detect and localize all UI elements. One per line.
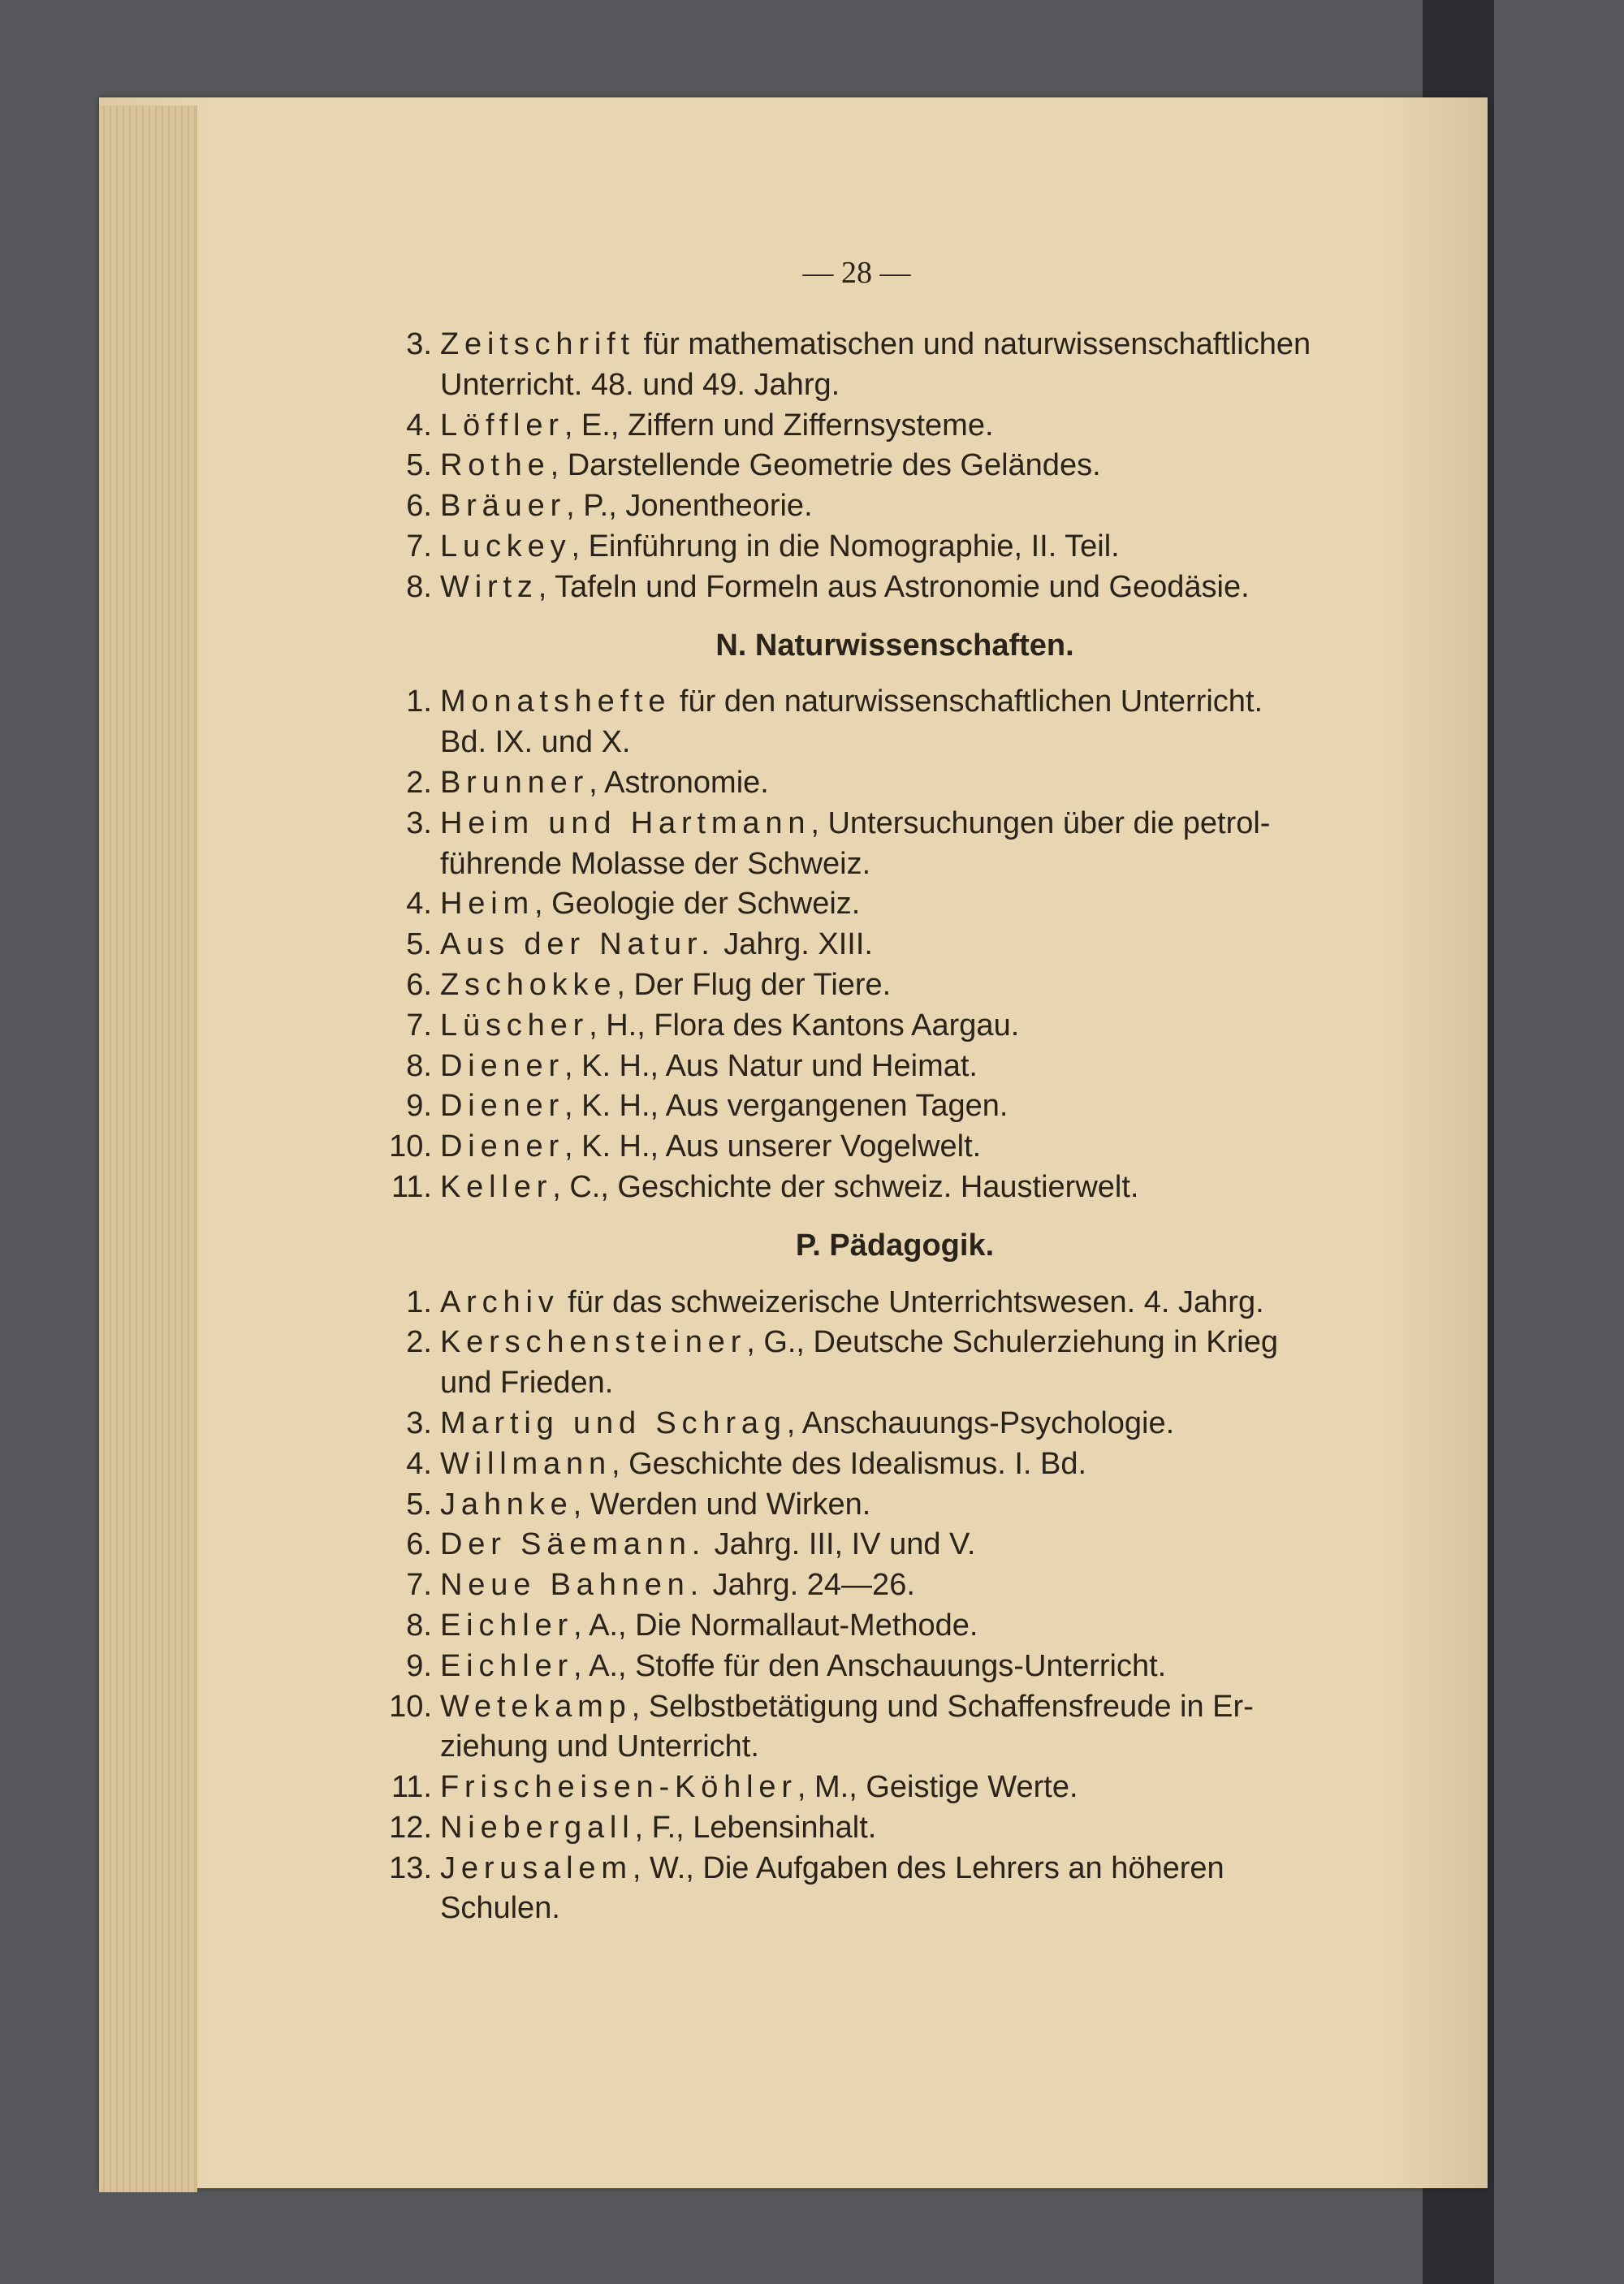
entry-number: 9. — [406, 1648, 432, 1683]
entry-author: Jahnke — [440, 1487, 573, 1522]
entry-text: , K. H., Aus vergangenen Tagen. — [564, 1089, 1009, 1124]
entry-text: , C., Geschichte der schweiz. Haustierwelt. — [552, 1169, 1139, 1204]
list-entry — [383, 1687, 1358, 1768]
entry-author: Frischeisen-Köhler — [440, 1770, 797, 1805]
entry-author: Brunner — [440, 765, 590, 800]
list-entry — [383, 1444, 1358, 1485]
list-entry — [383, 965, 1358, 1006]
entry-author: Zschokke — [440, 967, 617, 1002]
entry-author: Niebergall — [440, 1810, 635, 1845]
list-entry — [383, 406, 1358, 447]
entry-number: 9. — [406, 1089, 432, 1124]
entry-text: , P., Jonentheorie. — [566, 489, 813, 524]
section-n-list — [383, 682, 1358, 1207]
entry-number: 3. — [406, 327, 432, 361]
entry-number: 8. — [406, 1608, 432, 1643]
entry-author: Willmann — [440, 1446, 611, 1481]
list-entry — [383, 1127, 1358, 1168]
entry-number: 7. — [406, 1008, 432, 1043]
entry-text: Jahrg. XIII. — [715, 927, 873, 962]
list-entry — [383, 1168, 1358, 1208]
entry-author: Bräuer — [440, 489, 567, 524]
entry-author: Eichler — [440, 1608, 574, 1643]
entry-number: 11. — [391, 1169, 432, 1204]
entry-number: 6. — [406, 489, 432, 524]
list-entry — [383, 1485, 1358, 1526]
page-text — [383, 325, 1358, 1929]
entry-author: Löffler — [440, 408, 564, 443]
entry-continuation: Bd. IX. und X. — [440, 725, 631, 760]
entry-author: Rothe — [440, 448, 551, 483]
list-entry — [383, 1086, 1358, 1127]
entry-number: 2. — [406, 1325, 432, 1360]
entry-author: Lüscher — [440, 1008, 590, 1043]
entry-continuation: und Frieden. — [440, 1366, 614, 1401]
entry-author: Wirtz — [440, 569, 538, 604]
entry-author: Eichler — [440, 1648, 574, 1683]
list-entry — [383, 1006, 1358, 1047]
list-entry — [383, 763, 1358, 804]
list-entry — [383, 1404, 1358, 1444]
entry-number: 8. — [406, 569, 432, 604]
entry-text: Jahrg. III, IV und V. — [706, 1527, 976, 1562]
entry-text: für mathematischen und naturwissenschaftlichen — [634, 327, 1311, 361]
entry-number: 6. — [406, 967, 432, 1002]
entry-author: Diener — [440, 1089, 564, 1124]
list-entry — [383, 1525, 1358, 1565]
entry-text: , K. H., Aus unserer Vogelwelt. — [564, 1129, 982, 1164]
list-entry — [383, 325, 1358, 406]
entry-text: , Geologie der Schweiz. — [534, 887, 861, 922]
entry-author: Aus der Natur. — [440, 927, 715, 962]
entry-text: , Tafeln und Formeln aus Astronomie und Geodäsie. — [538, 569, 1250, 604]
entry-number: 11. — [391, 1770, 432, 1805]
entry-number: 7. — [406, 1568, 432, 1603]
entry-text: , Selbstbetätigung und Schaffensfreude in Er- — [631, 1689, 1254, 1724]
entry-continuation: Unterricht. 48. und 49. Jahrg. — [440, 367, 840, 402]
entry-number: 4. — [406, 887, 432, 922]
entry-text: , Der Flug der Tiere. — [616, 967, 892, 1002]
entry-author: Martig und Schrag — [440, 1405, 787, 1440]
entry-author: Keller — [440, 1169, 553, 1204]
list-entry — [383, 925, 1358, 965]
list-entry — [383, 446, 1358, 486]
entry-continuation: ziehung und Unterricht. — [440, 1729, 759, 1764]
entry-author: Neue Bahnen. — [440, 1568, 705, 1603]
list-entry — [383, 804, 1358, 885]
entry-text: , A., Die Normallaut-Methode. — [573, 1608, 978, 1643]
list-entry — [383, 682, 1358, 763]
entry-author: Heim — [440, 887, 535, 922]
page-number: — 28 — — [802, 256, 911, 290]
list-entry — [383, 568, 1358, 608]
entry-number: 6. — [406, 1527, 432, 1562]
section-m-list — [383, 325, 1358, 608]
section-p-list — [383, 1283, 1358, 1930]
entry-author: Archiv — [440, 1284, 559, 1319]
list-entry — [383, 1565, 1358, 1606]
entry-author: Monatshefte — [440, 684, 672, 719]
entry-text: Jahrg. 24—26. — [704, 1568, 915, 1603]
entry-number: 10. — [389, 1689, 432, 1724]
entry-author: Kerschensteiner — [440, 1325, 747, 1360]
entry-number: 4. — [406, 408, 432, 443]
entry-text: für das schweizerische Unterrichtswesen. 4. Jahrg. — [559, 1284, 1264, 1319]
entry-author: Wetekamp — [440, 1689, 632, 1724]
entry-number: 13. — [389, 1850, 432, 1885]
list-entry — [383, 527, 1358, 568]
entry-author: Zeitschrift — [440, 327, 635, 361]
entry-text: , Geschichte des Idealismus. I. Bd. — [611, 1446, 1087, 1481]
list-entry — [383, 1647, 1358, 1687]
entry-author: Heim und Hartmann — [440, 805, 811, 840]
entry-number: 5. — [406, 1487, 432, 1522]
entry-number: 4. — [406, 1446, 432, 1481]
entry-text: , W., Die Aufgaben des Lehrers an höheren — [632, 1850, 1224, 1885]
list-entry — [383, 1808, 1358, 1849]
entry-text: , A., Stoffe für den Anschauungs-Unterricht. — [573, 1648, 1167, 1683]
entry-text: , G., Deutsche Schulerziehung in Krieg — [746, 1325, 1278, 1360]
list-entry — [383, 1047, 1358, 1087]
entry-author: Diener — [440, 1129, 564, 1164]
entry-continuation: führende Molasse der Schweiz. — [440, 846, 871, 881]
entry-number: 10. — [389, 1129, 432, 1164]
list-entry — [383, 486, 1358, 527]
entry-text: , K. H., Aus Natur und Heimat. — [564, 1048, 978, 1083]
entry-number: 1. — [406, 1284, 432, 1319]
entry-number: 1. — [406, 684, 432, 719]
entry-text: , M., Geistige Werte. — [797, 1770, 1078, 1805]
section-heading-paedagogik: P. Pädagogik. — [795, 1228, 995, 1263]
entry-text: , E., Ziffern und Ziffernsysteme. — [564, 408, 994, 443]
entry-text: , Werden und Wirken. — [572, 1487, 871, 1522]
list-entry — [383, 884, 1358, 925]
list-entry — [383, 1849, 1358, 1930]
entry-number: 8. — [406, 1048, 432, 1083]
entry-continuation: Schulen. — [440, 1891, 560, 1926]
entry-number: 5. — [406, 448, 432, 483]
entry-author: Luckey — [440, 529, 572, 563]
entry-text: , Darstellende Geometrie des Geländes. — [550, 448, 1101, 483]
entry-text: , H., Flora des Kantons Aargau. — [589, 1008, 1020, 1043]
page-edges — [99, 106, 197, 2192]
list-entry — [383, 1606, 1358, 1647]
list-entry — [383, 1323, 1358, 1404]
entry-author: Jerusalem — [440, 1850, 633, 1885]
entry-text: , Astronomie. — [589, 765, 769, 800]
entry-text: , Einführung in die Nomographie, II. Teil. — [571, 529, 1120, 563]
entry-number: 5. — [406, 927, 432, 962]
entry-text: , F., Lebensinhalt. — [634, 1810, 877, 1845]
entry-number: 2. — [406, 765, 432, 800]
entry-number: 12. — [389, 1810, 432, 1845]
entry-author: Der Säemann. — [440, 1527, 706, 1562]
section-heading-naturwissenschaften: N. Naturwissenschaften. — [715, 628, 1074, 663]
entry-number: 3. — [406, 805, 432, 840]
entry-text: , Anschauungs-Psychologie. — [786, 1405, 1175, 1440]
entry-number: 7. — [406, 529, 432, 563]
list-entry — [383, 1768, 1358, 1808]
entry-text: , Untersuchungen über die petrol- — [810, 805, 1271, 840]
entry-author: Diener — [440, 1048, 564, 1083]
list-entry — [383, 1283, 1358, 1323]
entry-text: für den naturwissenschaftlichen Unterricht. — [671, 684, 1263, 719]
entry-number: 3. — [406, 1405, 432, 1440]
